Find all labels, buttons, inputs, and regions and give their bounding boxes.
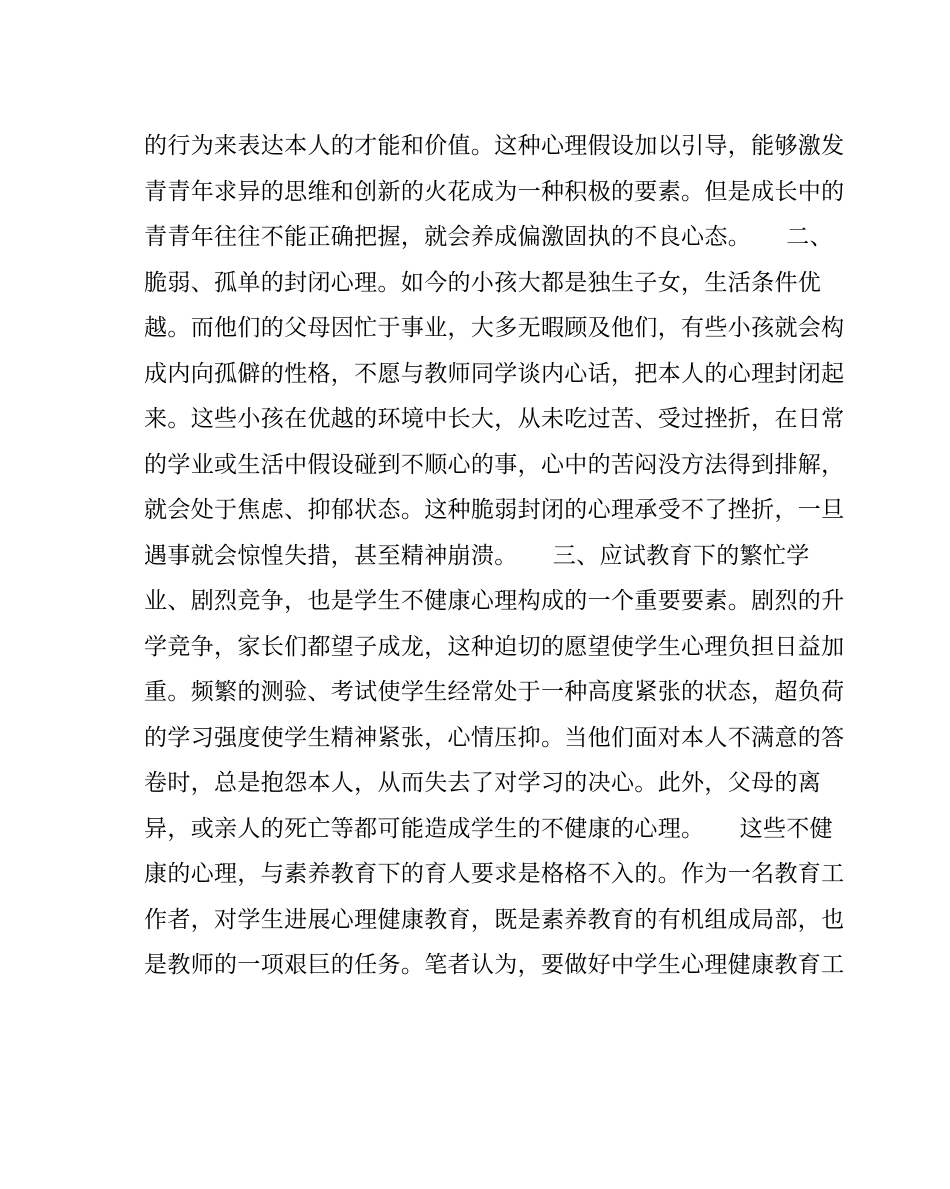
text-line-14: 的学习强度使学生精神紧张，心情压抑。当他们面对本人不满意的答 [144,724,845,751]
text-line-11: 业、剧烈竞争，也是学生不健康心理构成的一个重要要素。剧烈的升 [144,588,845,614]
body-text [144,124,845,989]
text-line-12: 学竞争，家长们都望子成龙，这种迫切的愿望使学生心理负担日益加 [144,633,845,660]
text-line-13: 重。频繁的测验、考试使学生经常处于一种高度紧张的状态，超负荷 [144,679,845,705]
text-line-15: 卷时，总是抱怨本人，从而失去了对学习的决心。此外，父母的离 [144,770,822,796]
text-line-6: 成内向孤僻的性格，不愿与教师同学谈内心话，把本人的心理封闭起 [144,360,845,387]
text-line-3: 青青年往往不能正确把握，就会养成偏激固执的不良心态。 二、 [144,224,833,250]
text-line-1: 的行为来表达本人的才能和价值。这种心理假设加以引导，能够激发 [144,133,845,159]
text-line-10: 遇事就会惊惶失措，甚至精神崩溃。 三、应试教育下的繁忙学 [144,542,810,569]
text-line-18: 作者，对学生进展心理健康教育，既是素养教育的有机组成局部，也 [144,906,845,933]
text-line-9: 就会处于焦虑、抑郁状态。这种脆弱封闭的心理承受不了挫折，一旦 [144,497,845,523]
text-line-4: 脆弱、孤单的封闭心理。如今的小孩大都是独生子女，生活条件优 [144,269,822,296]
text-line-19: 是教师的一项艰巨的任务。笔者认为，要做好中学生心理健康教育工 [144,952,845,978]
text-line-8: 的学业或生活中假设碰到不顺心的事，心中的苦闷没方法得到排解， [144,451,845,478]
text-line-2: 青青年求异的思维和创新的火花成为一种积极的要素。但是成长中的 [144,178,845,205]
text-line-5: 越。而他们的父母因忙于事业，大多无暇顾及他们，有些小孩就会构 [144,315,845,341]
text-line-16: 异，或亲人的死亡等都可能造成学生的不健康的心理。 这些不健 [144,815,833,842]
text-line-17: 康的心理，与素养教育下的育人要求是格格不入的。作为一名教育工 [144,861,845,887]
text-line-7: 来。这些小孩在优越的环境中长大，从未吃过苦、受过挫折，在日常 [144,406,845,432]
